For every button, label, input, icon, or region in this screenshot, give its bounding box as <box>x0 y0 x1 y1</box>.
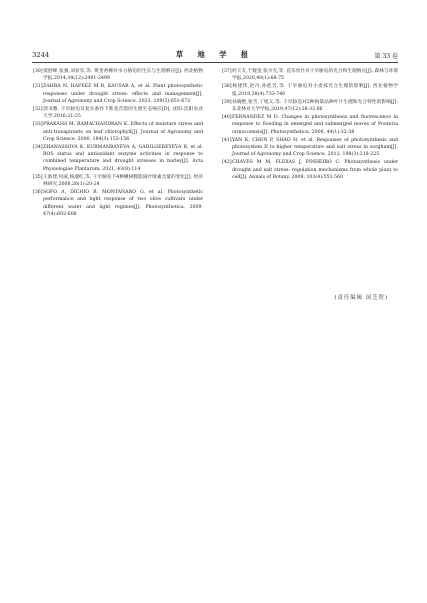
reference-item <box>33 174 203 188</box>
references-left-column <box>33 68 203 219</box>
reference-number: [38] <box>222 84 232 90</box>
references-right-column <box>222 68 398 182</box>
editor-note: (责任编辑 闵芝智) <box>334 295 388 301</box>
reference-item <box>33 144 203 173</box>
reference-text: 何天友,于嫚金,张少光,等. 花乐丝竹对干旱胁迫的光合和生理响应[J]. 森林与环境学报,2020,40(1):68-75 <box>232 69 398 82</box>
reference-text: 郭书雅. 干旱胁迫及复水条件下紫花苜蓿的生理生态响应[D]. 沈阳:沈阳农业大学,2016:21-25 <box>43 107 203 120</box>
page-number: 3244 <box>32 51 50 59</box>
reference-number: [36] <box>33 190 43 196</box>
header-rule <box>32 62 398 63</box>
reference-text: FERNANDEZ M D. Changes in photosynthesis and fluorescence in response to flooding in emerged and submerged leaves of Pouteria orinocoensis[J]. Photosynthetica, 2006, 44(1):32-38 <box>232 115 398 135</box>
reference-text: PRAKASH M, RAMACHANDRAN K. Effects of moisture stress and anti-transpirants on leaf chlorophyll[J]. Journal of Agronomy and Crop Science, 2000, 184(3):153-156 <box>43 122 203 142</box>
page-header <box>32 50 398 62</box>
reference-text: 杨建伟,赵丹,孙桂芳,等. 干旱胁迫对小麦抹光合生理的影响[J]. 西北植物学报,2018,38(4):733-740 <box>232 84 398 97</box>
reference-number: [42] <box>222 160 232 166</box>
reference-text: ZHANASSOVA K, KURMANBAYEVA A, GADILGEREYEVA B, et al. ROS status and antioxidant enzyme activities in response to combined temperature and drought stresses in barley[J]. Acta Physiologiae Plantarum, 2021, 43(8):114 <box>43 145 203 172</box>
reference-number: [31] <box>33 84 43 90</box>
journal-title: 草 地 学 报 <box>175 50 255 59</box>
reference-text: YAN K, CHEN P, SHAO H, et al. Responses of photosynthesis and photosystem II to higher temperature and salt stress in sorghum[J]. Journal of Agronomy and Crop Science, 2012, 198(3):218-225 <box>232 137 398 158</box>
reference-item <box>222 137 398 159</box>
reference-number: [40] <box>222 115 232 121</box>
reference-text: 窦舒峰,张强,刘显军,等. 黄金香柳对水分胁迫的生长与生理响应[J]. 西北植物学报,2014,34(12):2491-2499 <box>43 69 203 82</box>
reference-text: 孙晓艳,张雪,丁旭义,等. 干旱胁迫对2种海棠品种叶片生理和光合特性的影响[J]. 东北林业大学学报,2019,47(12):28-32,66 <box>232 99 398 113</box>
reference-number: [33] <box>33 122 43 128</box>
reference-item <box>33 68 203 82</box>
reference-item <box>222 159 398 181</box>
reference-item <box>222 99 398 113</box>
reference-number: [39] <box>222 99 232 105</box>
reference-item <box>33 83 203 105</box>
reference-text: CHAVES M M, FLEXAS J, PINHEIRO C. Photosynthesis under drought and salt stress: regulation mechanisms from whole plant to cell[J]. Annals of Botany, 2009, 103(4):551-560 <box>232 160 398 180</box>
reference-item <box>33 189 203 218</box>
reference-number: [41] <box>222 137 232 143</box>
reference-item <box>222 68 398 82</box>
reference-number: [34] <box>33 145 43 151</box>
reference-text: 王新建,何威,杨淑红,等. 干旱胁迫下4种楸树膜脂质叶绿素含量的变化[J]. 经济林研究,2008,26(1):20-24 <box>43 174 203 188</box>
reference-number: [30] <box>33 69 43 74</box>
reference-number: [37] <box>222 69 232 74</box>
reference-item <box>222 83 398 97</box>
reference-item <box>33 121 203 143</box>
reference-number: [32] <box>33 107 43 113</box>
reference-item <box>33 106 203 120</box>
reference-item <box>222 114 398 136</box>
volume-label: 第 33 卷 <box>374 53 398 60</box>
reference-text: SOFO A, DICHIO B, MONTANARO G, et al. Photosynthetic performance and light response of two olive cultivars under different water and light regimes[J]. Photosynthetica, 2009, 47(4):602-608 <box>43 190 203 217</box>
reference-number: [35] <box>33 174 43 180</box>
reference-text: ZAHRA N, HAFEEZ M B, KAUSAR A, et al. Plant photosynthetic responses under drought stress: effects and management[J]. Journal of Agronomy and Crop Science, 2023, 209(5):651-672 <box>43 84 203 104</box>
